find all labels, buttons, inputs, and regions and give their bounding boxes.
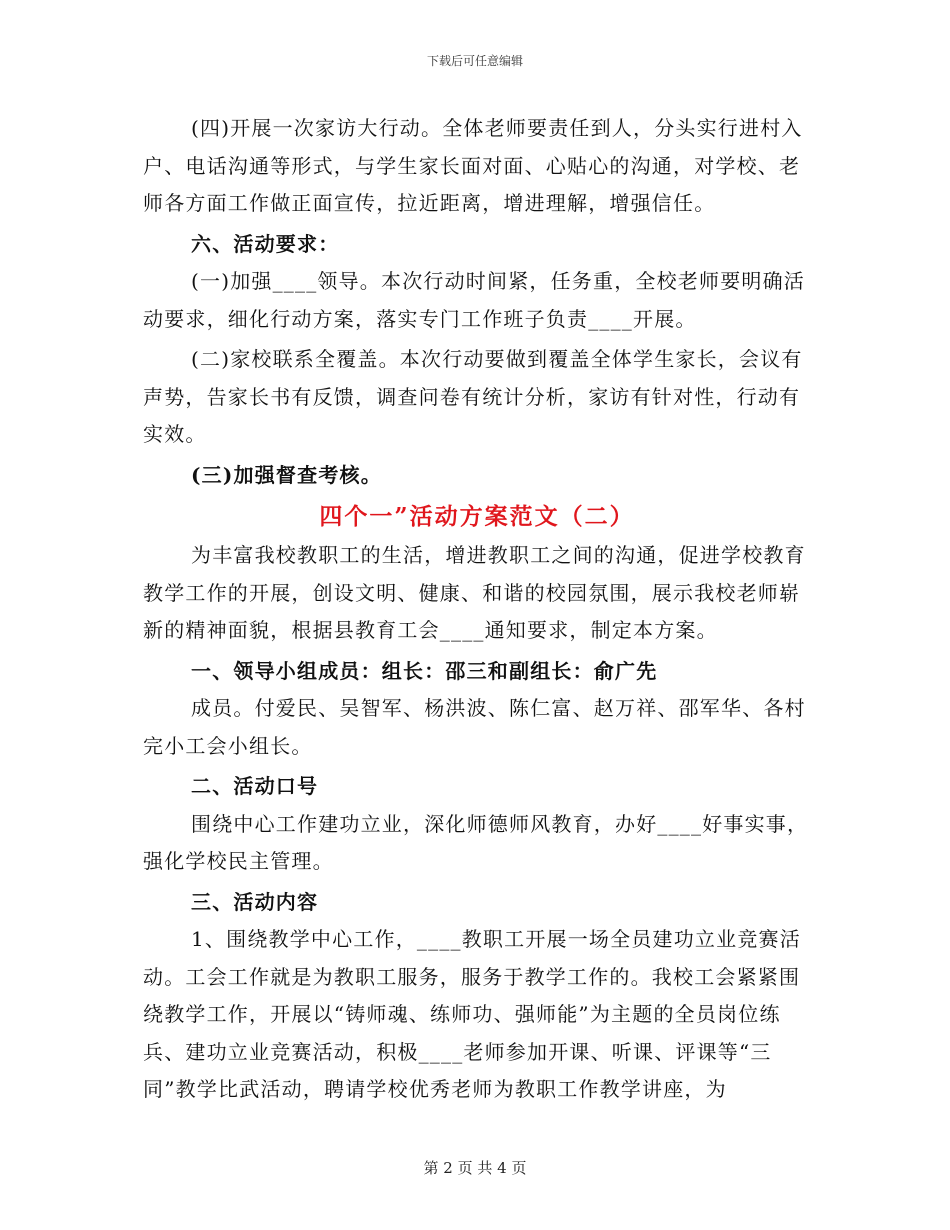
paragraph-slogan: 围绕中心工作建功立业，深化师德师风教育，办好____好事实事，强化学校民主管理。: [143, 811, 809, 873]
section-title: 四个一”活动方案范文（二）: [319, 503, 635, 530]
heading-activity-content: 三、活动内容: [191, 889, 319, 914]
heading-slogan: 二、活动口号: [191, 774, 319, 798]
heading-activity-requirements: 六、活动要求：: [191, 231, 340, 256]
paragraph-intro: 为丰富我校教职工的生活，增进教职工之间的沟通，促进学校教育教学工作的开展，创设文明、健康、和谐的校园氛围，展示我校老师崭新的精神面貌，根据县教育工会____通知要求，制定本方案。: [143, 543, 806, 642]
document-body: [143, 110, 811, 1109]
paragraph-activity-content: 1、围绕教学中心工作，____教职工开展一场全员建功立业竞赛活动。工会工作就是为教职工服务，服务于教学工作的。我校工会紧紧围绕教学工作，开展以“铸师魂、练师功、强师能”为主题的全员岗位练兵、建功立业竞赛活动，积极____老师参加开课、听课、评课等“三同”教学比武活动，聘请学校优秀老师为教职工作教学讲座，为: [143, 927, 801, 1101]
paragraph-supervision: (三)加强督查考核。: [191, 462, 382, 487]
paragraph-strengthen-leadership: (一)加强____领导。本次行动时间紧，任务重，全校老师要明确活动要求，细化行动方案，落实专门工作班子负责____开展。: [143, 269, 806, 331]
page-header-note: 下载后可任意编辑: [426, 54, 523, 68]
heading-leadership-group: 一、领导小组成员：组长：邵三和副组长：俞广先: [191, 658, 658, 683]
paragraph-home-school-coverage: (二)家校联系全覆盖。本次行动要做到覆盖全体学生家长，会议有声势，告家长书有反馈，调查问卷有统计分析，家访有针对性，行动有实效。: [143, 347, 803, 446]
paragraph-home-visit: (四)开展一次家访大行动。全体老师要责任到人，分头实行进村入户、电话沟通等形式，与学生家长面对面、心贴心的沟通，对学校、老师各方面工作做正面宣传，拉近距离，增进理解，增强信任。: [143, 116, 803, 215]
page-footer-number: 第 2 页 共 4 页: [423, 1159, 527, 1177]
paragraph-members: 成员。付爱民、吴智军、杨洪波、陈仁富、赵万祥、邵军华、各村完小工会小组长。: [143, 696, 806, 758]
